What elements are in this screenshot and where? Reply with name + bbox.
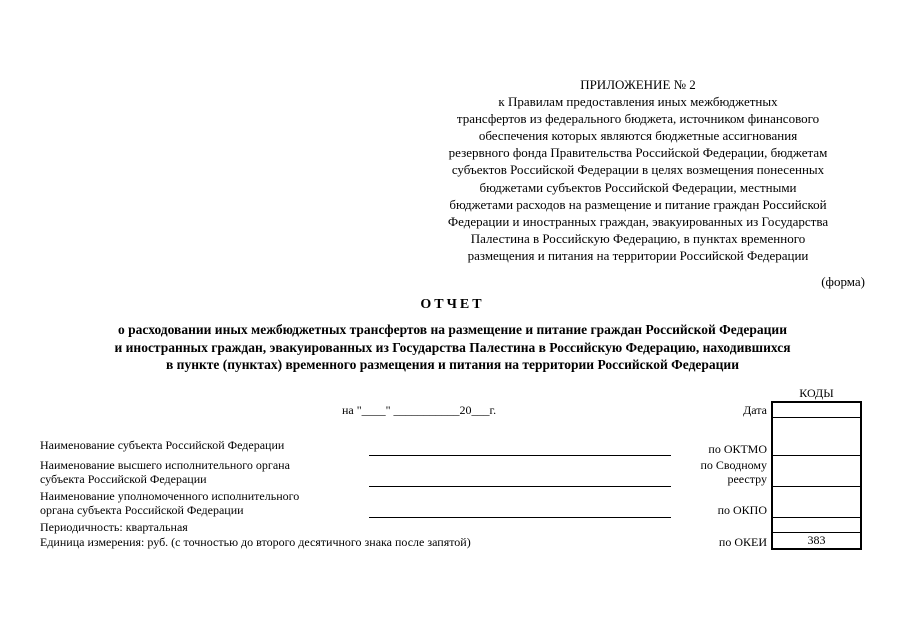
appendix-line: бюджетами субъектов Российской Федерации, местными — [479, 179, 797, 195]
appendix-line: бюджетами расходов на размещение и питание граждан Российской — [449, 196, 827, 212]
okpo-code-label: по ОКПО — [717, 503, 767, 517]
appendix-line: Федерации и иностранных граждан, эвакуированных из Государства — [447, 213, 829, 229]
oktmo-code-label: по ОКТМО — [708, 442, 767, 456]
appendix-line: обеспечения которых являются бюджетные ассигнования — [478, 128, 798, 144]
appendix-line: Палестина в Российскую Федерацию, в пунктах временного — [470, 230, 806, 246]
appendix-line: к Правилам предоставления иных межбюджетных — [498, 94, 778, 110]
appendix-line: субъектов Российской Федерации в целях возмещения понесенных — [451, 162, 825, 178]
appendix-title: ПРИЛОЖЕНИЕ № 2 — [580, 77, 696, 92]
report-subtitle — [0, 321, 905, 374]
exec-body-input-line[interactable] — [369, 486, 671, 487]
subtitle-line: в пункте (пунктах) временного размещения и питания на территории Российской Федерации — [166, 357, 739, 372]
okei-code-cell[interactable]: 383 — [772, 533, 861, 550]
periodicity-code-cell[interactable] — [772, 518, 861, 533]
appendix-line: размещения и питания на территории Российской Федерации — [467, 247, 809, 263]
codes-table — [771, 386, 862, 550]
registry-code-label-1: по Сводному — [700, 458, 767, 472]
subject-input-line[interactable] — [369, 455, 671, 456]
registry-code-cell[interactable] — [772, 456, 861, 487]
subtitle-line: и иностранных граждан, эвакуированных из Государства Палестина в Российскую Федерацию, находившихся — [114, 339, 791, 355]
okei-code-label: по ОКЕИ — [718, 535, 767, 549]
unit-label: Единица измерения: руб. (с точностью до второго десятичного знака после запятой) — [40, 535, 471, 549]
appendix-line: резервного фонда Правительства Российской Федерации, бюджетам — [448, 145, 828, 161]
codes-header: КОДЫ — [772, 386, 861, 402]
date-code-label: Дата — [743, 403, 767, 417]
exec-body-label-2: субъекта Российской Федерации — [40, 472, 207, 486]
report-date-field[interactable]: на "____" ___________20___г. — [342, 403, 497, 417]
auth-body-label-2: органа субъекта Российской Федерации — [40, 503, 244, 517]
auth-body-input-line[interactable] — [369, 517, 671, 518]
exec-body-label-1: Наименование высшего исполнительного органа — [40, 458, 290, 472]
appendix-line: трансфертов из федерального бюджета, источником финансового — [456, 111, 820, 127]
report-title: ОТЧЕТ — [420, 297, 485, 312]
form-marker: (форма) — [821, 274, 865, 289]
appendix-block — [404, 76, 872, 264]
subject-label: Наименование субъекта Российской Федерации — [40, 438, 285, 452]
okpo-code-cell[interactable] — [772, 487, 861, 518]
oktmo-code-cell[interactable] — [772, 418, 861, 456]
periodicity-label: Периодичность: квартальная — [40, 520, 188, 534]
auth-body-label-1: Наименование уполномоченного исполнительного — [40, 489, 300, 503]
date-code-cell[interactable] — [772, 402, 861, 418]
subtitle-line: о расходовании иных межбюджетных трансфертов на размещение и питание граждан Российской Федерации — [118, 322, 787, 337]
registry-code-label-2: реестру — [727, 472, 767, 486]
